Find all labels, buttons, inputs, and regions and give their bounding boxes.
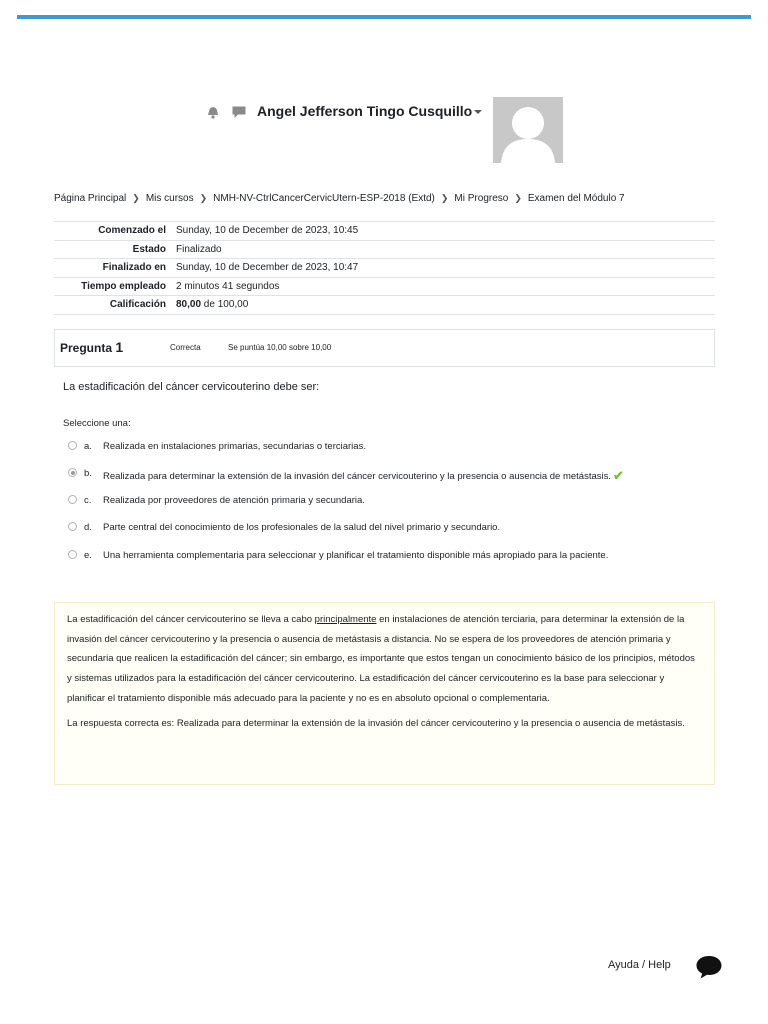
- question-grade: Se puntúa 10,00 sobre 10,00: [228, 343, 332, 352]
- breadcrumb-exam[interactable]: Examen del Módulo 7: [527, 193, 625, 204]
- answer-text: Realizada por proveedores de atención primaria y secundaria.: [103, 495, 365, 506]
- summary-value: Sunday, 10 de December de 2023, 10:47: [176, 262, 359, 274]
- summary-row-finished: [54, 259, 715, 278]
- chevron-right-icon: ❯: [199, 193, 208, 203]
- radio-button[interactable]: [68, 522, 77, 531]
- question-text: La estadificación del cáncer cervicouterino debe ser:: [63, 381, 320, 393]
- summary-row-time: [54, 277, 715, 296]
- summary-label: Finalizado en: [102, 262, 166, 274]
- breadcrumb-course[interactable]: NMH-NV-CtrlCancerCervicUtern-ESP-2018 (Extd): [213, 193, 435, 204]
- summary-label: Calificación: [109, 299, 166, 311]
- breadcrumb-home[interactable]: Página Principal: [54, 193, 127, 204]
- feedback-paragraph: [67, 610, 697, 709]
- help-link[interactable]: Ayuda / Help: [608, 959, 671, 971]
- question-label: Pregunta: [60, 341, 113, 355]
- summary-label: Tiempo empleado: [81, 280, 166, 292]
- question-number-value: 1: [115, 339, 124, 355]
- answer-text-value: Realizada para determinar la extensión de la invasión del cáncer cervicouterino y la presencia o ausencia de metástasis.: [103, 471, 612, 482]
- question-number: [60, 339, 123, 355]
- grade-value: 80,00: [176, 299, 202, 311]
- attempt-summary-table: [54, 221, 715, 315]
- question-info: [54, 329, 715, 367]
- bell-icon[interactable]: [205, 104, 221, 120]
- user-menu-name[interactable]: Angel Jefferson Tingo Cusquillo: [257, 103, 473, 119]
- answer-text: Una herramienta complementaria para seleccionar y planificar el tratamiento disponible más apropiado para la paciente.: [103, 550, 609, 561]
- summary-label: Estado: [132, 243, 166, 255]
- user-avatar-icon: [493, 97, 563, 163]
- chevron-right-icon: ❯: [514, 193, 522, 203]
- answer-text: [103, 468, 624, 484]
- breadcrumb-progress[interactable]: Mi Progreso: [454, 193, 509, 204]
- feedback-text: [67, 610, 697, 733]
- answer-letter: c.: [84, 495, 92, 506]
- summary-value: 2 minutos 41 segundos: [176, 280, 280, 292]
- general-feedback: [54, 602, 715, 785]
- top-accent-bar: [17, 15, 751, 19]
- chat-bubble-icon[interactable]: [231, 104, 247, 120]
- answer-letter: d.: [84, 522, 92, 533]
- summary-value: [176, 296, 715, 315]
- summary-value: Sunday, 10 de December de 2023, 10:45: [176, 225, 359, 237]
- right-answer: La respuesta correcta es: Realizada para determinar la extensión de la invasión del cáncer cervicouterino y la presencia o ausencia de metástasis.: [67, 717, 685, 729]
- radio-button[interactable]: [68, 441, 77, 450]
- chevron-right-icon: ❯: [440, 193, 449, 203]
- answer-text: Realizada en instalaciones primarias, secundarias o terciarias.: [103, 441, 366, 452]
- grade-suffix: de 100,00: [201, 299, 249, 311]
- avatar[interactable]: [493, 97, 563, 163]
- summary-row-started: [54, 222, 715, 241]
- answer-text: Parte central del conocimiento de los profesionales de la salud del nivel primario y secundario.: [103, 522, 501, 533]
- radio-button[interactable]: [68, 495, 77, 504]
- answer-prompt: Seleccione una:: [63, 418, 131, 429]
- breadcrumb-my-courses[interactable]: Mis cursos: [145, 193, 194, 204]
- answer-letter: a.: [84, 441, 92, 452]
- breadcrumb: [54, 193, 625, 204]
- question-state: Correcta: [170, 343, 201, 352]
- answer-letter: e.: [84, 550, 92, 561]
- chevron-right-icon: ❯: [132, 193, 140, 203]
- check-icon: ✔: [613, 468, 624, 483]
- feedback-text-part: en instalaciones de atención terciaria, para determinar la extensión de la invasión del cáncer cervicouterino y la presencia o ausencia de metástasis a distancia. No se espera de los proveedores de atención primaria y secundaria que realicen la estadificación del cáncer; sin embargo, es importante que estos tengan un conocimiento básico de los principios, métodos y sistemas utilizados para la estadificación del cáncer cervicouterino. La estadificación del cáncer cervicouterino es la base para seleccionar y planificar el tratamiento disponible más adecuado para la paciente y no es en absoluto opcional o complementaria.: [67, 614, 695, 704]
- radio-button[interactable]: [68, 550, 77, 559]
- summary-value: Finalizado: [176, 243, 222, 255]
- summary-label: Comenzado el: [98, 225, 166, 237]
- radio-button-selected[interactable]: [68, 468, 77, 477]
- summary-row-grade: [54, 296, 715, 315]
- feedback-text-part: La estadificación del cáncer cervicouterino se lleva a cabo: [67, 614, 315, 625]
- chat-bubble-icon[interactable]: [695, 954, 723, 980]
- answer-letter: b.: [84, 468, 92, 479]
- summary-row-state: [54, 240, 715, 259]
- caret-down-icon[interactable]: [474, 110, 482, 114]
- feedback-emphasis: principalmente: [314, 614, 377, 625]
